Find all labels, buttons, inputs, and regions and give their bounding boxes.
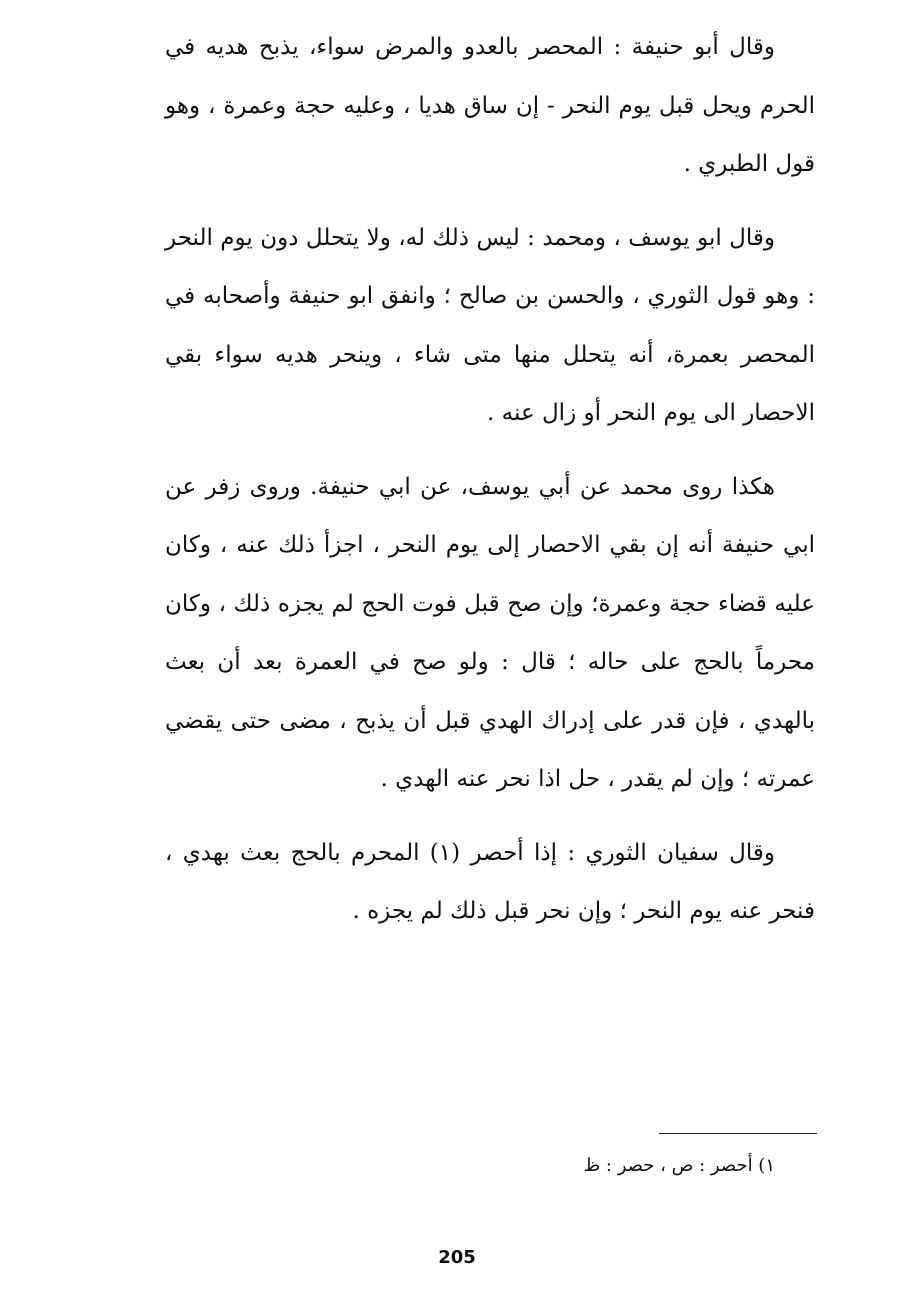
footnote: ١) أحصر : ص ، حصر : ظ	[583, 1155, 775, 1176]
paragraph-1: وقال أبو حنيفة : المحصر بالعدو والمرض سواء، يذبح هديه في الحرم ويحل قبل يوم النحر - إن ساق هديا ، وعليه حجة وعمرة ، وهو قول الطبري .	[165, 34, 815, 177]
main-text	[165, 18, 815, 956]
footnote-divider	[659, 1133, 817, 1134]
paragraph-3: هكذا روى محمد عن أبي يوسف، عن ابي حنيفة. وروى زفر عن ابي حنيفة أنه إن بقي الاحصار إلى يوم النحر ، اجزأ ذلك عنه ، وكان عليه قضاء حجة وعمرة؛ وإن صح قبل فوت الحج لم يجزه ذلك ، وكان محرماً بالحج على حاله ؛ قال : ولو صح في العمرة بعد أن بعث بالهدي ، فإن قدر على إدراك الهدي قبل أن يذبح ، مضى حتى يقضي عمرته ؛ وإن لم يقدر ، حل اذا نحر عنه الهدي .	[165, 473, 815, 792]
paragraph-4: وقال سفيان الثوري : إذا أحصر (١) المحرم بالحج بعث بهدي ، فنحر عنه يوم النحر ؛ وإن نحر قبل ذلك لم يجزه .	[165, 839, 815, 924]
paragraph-2: وقال ابو يوسف ، ومحمد : ليس ذلك له، ولا يتحلل دون يوم النحر : وهو قول الثوري ، والحسن بن صالح ؛ وانفق ابو حنيفة وأصحابه في المحصر بعمرة، أنه يتحلل منها متى شاء ، وينحر هديه سواء بقي الاحصار الى يوم النحر أو زال عنه .	[165, 224, 815, 426]
page-number: 205	[438, 1247, 476, 1268]
